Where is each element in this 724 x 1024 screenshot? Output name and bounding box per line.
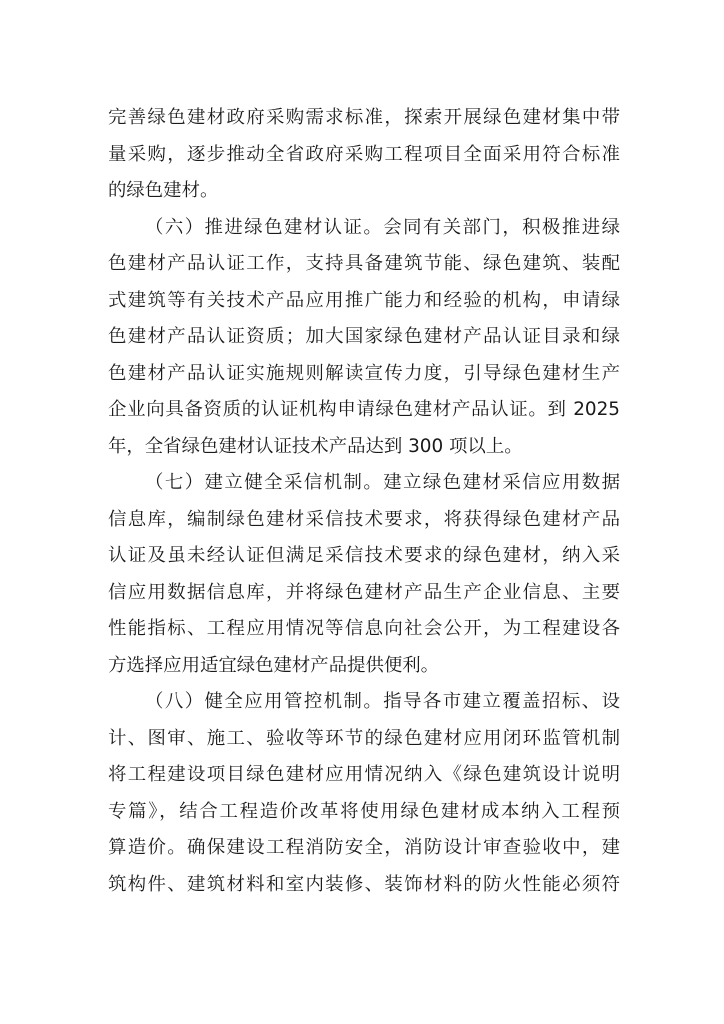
text-line: 年，全省绿色建材认证技术产品达到 300 项以上。 xyxy=(108,435,523,457)
text-line: 性能指标、工程应用情况等信息向社会公开，为工程建设各 xyxy=(108,618,620,639)
section-six-heading-line: （六）推进绿色建材认证。会同有关部门，积极推进绿 xyxy=(145,216,620,238)
text-line: 色建材产品认证实施规则解读宣传力度，引导绿色建材生产 xyxy=(108,362,620,384)
text-line: 算造价。确保建设工程消防安全，消防设计审查验收中，建 xyxy=(108,837,620,858)
text-line: 计、图审、施工、验收等环节的绿色建材应用闭环监管机制 xyxy=(108,727,620,749)
text-line: 完善绿色建材政府采购需求标准，探索开展绿色建材集中带 xyxy=(108,107,620,128)
text-line: 式建筑等有关技术产品应用推广能力和经验的机构，申请绿 xyxy=(108,289,620,311)
text-line: 量采购，逐步推动全省政府采购工程项目全面采用符合标准 xyxy=(108,143,620,165)
text-line: 专篇》，结合工程造价改革将使用绿色建材成本纳入工程预 xyxy=(108,800,620,822)
text-line: 企业向具备资质的认证机构申请绿色建材产品认证。到 2025 xyxy=(108,399,620,420)
text-line: 筑构件、建筑材料和室内装修、装饰材料的防火性能必须符 xyxy=(108,873,620,895)
text-line: 方选择应用适宜绿色建材产品提供便利。 xyxy=(108,654,440,676)
text-line: 色建材产品认证工作，支持具备建筑节能、绿色建筑、装配 xyxy=(108,253,620,274)
body-text xyxy=(108,100,620,903)
text-line: 的绿色建材。 xyxy=(108,180,219,201)
section-seven-heading-line: （七）建立健全采信机制。建立绿色建材采信应用数据 xyxy=(145,472,620,493)
text-line: 色建材产品认证资质；加大国家绿色建材产品认证目录和绿 xyxy=(108,326,620,347)
text-line: 将工程建设项目绿色建材应用情况纳入《绿色建筑设计说明 xyxy=(108,764,620,785)
text-line: 信应用数据信息库，并将绿色建材产品生产企业信息、主要 xyxy=(108,581,620,603)
section-eight-heading-line: （八）健全应用管控机制。指导各市建立覆盖招标、设 xyxy=(145,691,620,712)
text-line: 信息库，编制绿色建材采信技术要求，将获得绿色建材产品 xyxy=(108,508,620,530)
text-line: 认证及虽未经认证但满足采信技术要求的绿色建材，纳入采 xyxy=(108,545,620,566)
